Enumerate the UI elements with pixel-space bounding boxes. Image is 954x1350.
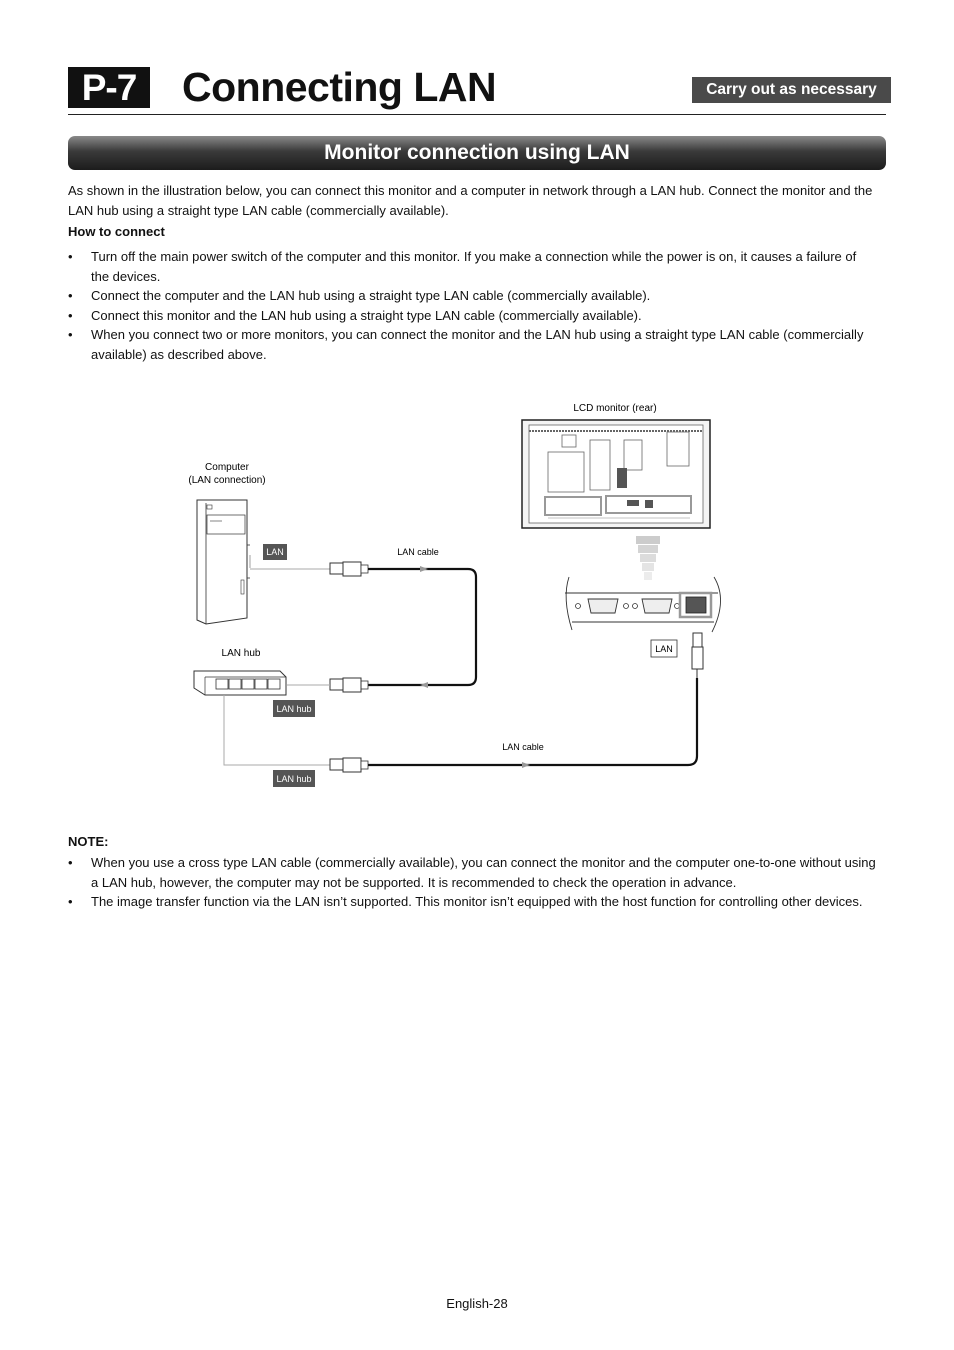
computer-tower: [197, 500, 250, 624]
section-heading: Monitor connection using LAN: [68, 136, 886, 170]
lan-tag-monitor: LAN: [655, 644, 673, 654]
step-item: • Connect this monitor and the LAN hub using a straight type LAN cable (commercially available).: [68, 306, 868, 326]
lan-hub-tag-1: LAN hub: [276, 704, 312, 714]
page-number: English-28: [446, 1296, 508, 1311]
page-title: Connecting LAN: [182, 64, 497, 110]
intro-paragraph: As shown in the illustration below, you can connect this monitor and a computer in network through a LAN hub. Connect the monitor and the LAN hub using a straight type LAN cable (commercially available).: [68, 183, 873, 218]
lan-hub-tag-2: LAN hub: [276, 774, 312, 784]
carry-out-tag: Carry out as necessary: [692, 77, 891, 103]
lan-tag-computer: LAN: [266, 547, 284, 557]
computer-label-line2: (LAN connection): [188, 475, 266, 486]
lcd-monitor-rear: [522, 420, 710, 528]
step-item: • Connect the computer and the LAN hub using a straight type LAN cable (commercially available).: [68, 286, 868, 306]
note-item: • The image transfer function via the LAN isn’t supported. This monitor isn’t equipped with the host function for controlling other devices.: [68, 892, 883, 912]
zoom-indicator: [636, 536, 660, 580]
lan-cable-label-bottom: LAN cable: [502, 742, 544, 752]
lan-cable-hub-monitor: [224, 678, 697, 772]
monitor-label: LCD monitor (rear): [573, 403, 657, 414]
how-to-heading: How to connect: [68, 224, 165, 239]
step-item: • Turn off the main power switch of the computer and this monitor. If you make a connection while the power is on, it causes a failure of the devices.: [68, 247, 868, 286]
monitor-lan-plug: [692, 633, 703, 678]
computer-label-line1: Computer: [205, 462, 249, 473]
section-code-badge: P-7: [68, 67, 150, 108]
lan-cable-computer-hub: [250, 562, 476, 692]
lan-hub-device: [194, 671, 286, 695]
step-item: • When you connect two or more monitors, you can connect the monitor and the LAN hub using a straight type LAN cable (commercially available) as described above.: [68, 325, 868, 364]
note-list: [68, 853, 883, 912]
note-item: • When you use a cross type LAN cable (commercially available), you can connect the monitor and the computer one-to-one without using a LAN hub, however, the computer may not be supported. It is recommended to check the operation in advance.: [68, 853, 883, 892]
hub-label: LAN hub: [221, 648, 261, 659]
lan-cable-label-top: LAN cable: [397, 547, 439, 557]
note-heading: NOTE:: [68, 834, 109, 849]
terminal-closeup: [565, 577, 721, 632]
